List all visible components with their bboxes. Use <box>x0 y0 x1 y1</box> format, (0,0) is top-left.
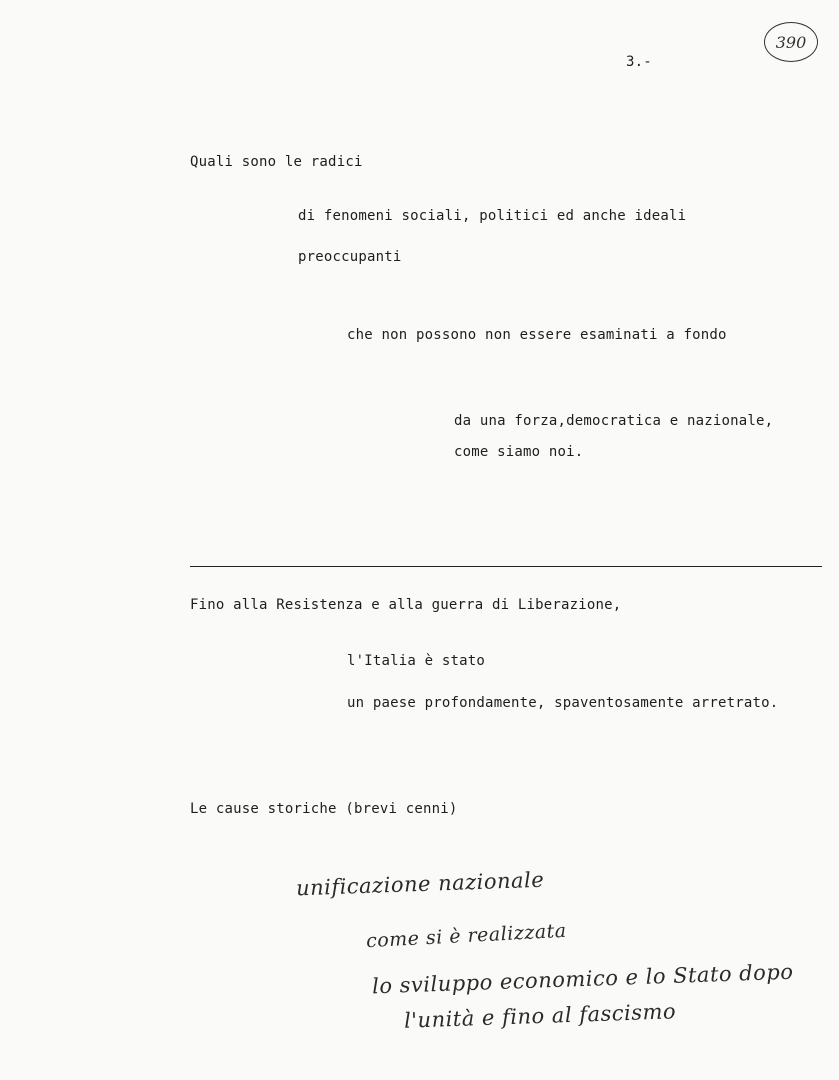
page-number: 3.- <box>626 54 652 70</box>
archive-stamp-number: 390 <box>775 32 807 52</box>
text-line: di fenomeni sociali, politici ed anche ideali <box>298 208 687 224</box>
text-line: da una forza,democratica e nazionale, <box>454 413 774 429</box>
section-heading: Le cause storiche (brevi cenni) <box>190 801 458 817</box>
text-line: l'Italia è stato <box>347 653 486 669</box>
archive-stamp <box>764 22 818 62</box>
handwritten-note-line: unificazione nazionale <box>295 867 545 901</box>
text-line: Quali sono le radici <box>190 154 363 170</box>
handwritten-note-line: lo sviluppo economico e lo Stato dopo <box>371 959 794 999</box>
text-line: un paese profondamente, spaventosamente arretrato. <box>347 695 779 711</box>
text-line: Fino alla Resistenza e alla guerra di Liberazione, <box>190 597 622 613</box>
text-line: preoccupanti <box>298 249 402 265</box>
text-line: che non possono non essere esaminati a fondo <box>347 327 727 343</box>
handwritten-note-line: come si è realizzata <box>365 919 568 953</box>
text-line: come siamo noi. <box>454 444 584 460</box>
section-divider <box>190 566 822 567</box>
handwritten-note-line: l'unità e fino al fascismo <box>403 999 677 1033</box>
